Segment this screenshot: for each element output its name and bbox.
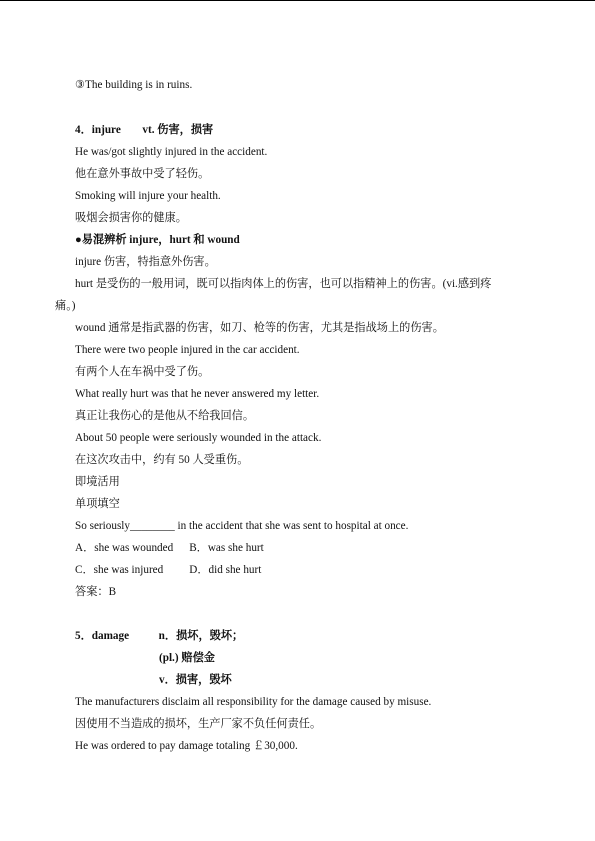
options-row bbox=[75, 541, 264, 555]
example-zh: 真正让我伤心的是他从不给我回信。 bbox=[75, 410, 255, 422]
heading-pos: n．损坏，毁坏； bbox=[158, 630, 244, 642]
heading-pos: vt. 伤害，损害 bbox=[142, 124, 214, 136]
heading-word: 4．injure bbox=[75, 124, 121, 136]
example-en: Smoking will injure your health. bbox=[75, 190, 221, 202]
example-zh: 在这次攻击中，约有 50 人受重伤。 bbox=[75, 454, 249, 466]
example-en: There were two people injured in the car accident. bbox=[75, 344, 300, 356]
top-rule bbox=[0, 0, 595, 1]
example-en: He was/got slightly injured in the accident. bbox=[75, 146, 268, 158]
text-line: injure 伤害，特指意外伤害。 bbox=[75, 256, 216, 268]
question-stem: So seriously________ in the accident that she was sent to hospital at once. bbox=[75, 520, 409, 532]
example-zh: 有两个人在车祸中受了伤。 bbox=[75, 366, 210, 378]
option-b: B．was she hurt bbox=[189, 542, 264, 554]
answer: 答案：B bbox=[75, 586, 117, 598]
section-heading-damage bbox=[75, 629, 243, 643]
text-line: ③The building is in ruins. bbox=[75, 79, 193, 91]
section-heading-injure bbox=[75, 123, 213, 137]
text-line: hurt 是受伤的一般用词，既可以指肉体上的伤害，也可以指精神上的伤害。(vi.感到疼 bbox=[75, 278, 492, 290]
option-c: C．she was injured bbox=[75, 564, 164, 576]
heading-pos: v．损害，毁坏 bbox=[159, 674, 232, 686]
example-en: What really hurt was that he never answered my letter. bbox=[75, 388, 320, 400]
option-a: A．she was wounded bbox=[75, 542, 174, 554]
exercise-label: 即境活用 bbox=[75, 476, 120, 488]
text-line: 痛。) bbox=[55, 300, 76, 312]
example-zh: 因使用不当造成的损坏，生产厂家不负任何责任。 bbox=[75, 718, 322, 730]
exercise-type: 单项填空 bbox=[75, 498, 120, 510]
heading-pos: (pl.) 赔偿金 bbox=[159, 652, 215, 664]
heading-word: 5．damage bbox=[75, 630, 130, 642]
example-en: He was ordered to pay damage totaling ￡30,000. bbox=[75, 740, 298, 752]
text-line: wound 通常是指武器的伤害，如刀、枪等的伤害，尤其是指战场上的伤害。 bbox=[75, 322, 444, 334]
subheading-confusables: ●易混辨析 injure，hurt 和 wound bbox=[75, 234, 240, 246]
option-d: D．did she hurt bbox=[189, 564, 262, 576]
example-en: About 50 people were seriously wounded in the attack. bbox=[75, 432, 322, 444]
example-zh: 他在意外事故中受了轻伤。 bbox=[75, 168, 210, 180]
example-en: The manufacturers disclaim all responsibility for the damage caused by misuse. bbox=[75, 696, 432, 708]
example-zh: 吸烟会损害你的健康。 bbox=[75, 212, 187, 224]
options-row bbox=[75, 563, 261, 577]
